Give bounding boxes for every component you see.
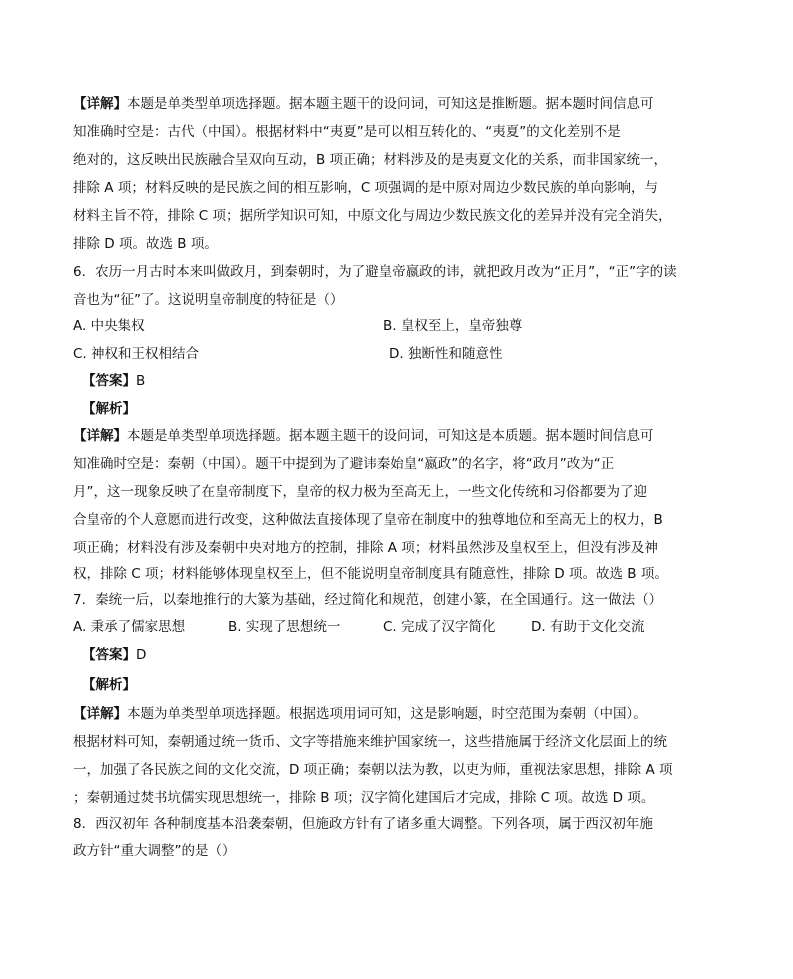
q6-answer: 【答案】B <box>82 373 146 389</box>
q6-option-a: A. 中央集权 <box>73 318 145 334</box>
q5-explanation-line: 【详解】本题是单类型单项选择题。据本题主题干的设问词，可知这是推断题。据本题时间信息可 <box>73 96 654 112</box>
q6-option-b: B. 皇权至上，皇帝独尊 <box>383 318 523 334</box>
q8-stem-line: 政方针“重大调整”的是（） <box>73 843 236 859</box>
q7-option-b: B. 实现了思想统一 <box>228 619 341 635</box>
q6-analysis-label: 【解析】 <box>82 401 136 417</box>
q6-stem-line: 音也为“征”了。这说明皇帝制度的特征是（） <box>73 292 344 308</box>
q7-explanation-line: 一，加强了各民族之间的文化交流，D 项正确；秦朝以法为教，以吏为师，重视法家思想，排除 A 项 <box>73 762 673 778</box>
q7-answer: 【答案】D <box>82 647 147 663</box>
q6-explanation-line: 项正确；材料没有涉及秦朝中央对地方的控制，排除 A 项；材料虽然涉及皇权至上，但没有涉及神 <box>73 540 658 556</box>
q5-explanation-line: 排除 D 项。故选 B 项。 <box>73 236 218 252</box>
q6-explanation-line: 月”，这一现象反映了在皇帝制度下，皇帝的权力极为至高无上，一些文化传统和习俗都要为了迎 <box>73 484 647 500</box>
q5-explanation-line: 知准确时空是：古代（中国）。根据材料中“夷夏”是可以相互转化的、“夷夏”的文化差别不是 <box>73 124 621 140</box>
q7-option-a: A. 秉承了儒家思想 <box>73 619 186 635</box>
q5-explanation-line: 材料主旨不符，排除 C 项；据所学知识可知，中原文化与周边少数民族文化的差异并没有完全消失， <box>73 208 672 224</box>
q8-stem-line: 8．西汉初年 各种制度基本沿袭秦朝，但施政方针有了诸多重大调整。下列各项，属于西汉初年施 <box>73 816 653 832</box>
q7-explanation-line: ；秦朝通过焚书坑儒实现思想统一，排除 B 项；汉字简化建国后才完成，排除 C 项。故选 D 项。 <box>73 790 655 806</box>
q6-option-c: C. 神权和王权相结合 <box>73 346 200 362</box>
q7-explanation-line: 根据材料可知，秦朝通过统一货币、文字等措施来维护国家统一，这些措施属于经济文化层面上的统 <box>73 734 667 750</box>
q6-explanation-line: 合皇帝的个人意愿而进行改变，这种做法直接体现了皇帝在制度中的独尊地位和至高无上的权力，B <box>73 512 663 528</box>
q6-option-d: D. 独断性和随意性 <box>389 346 503 362</box>
q6-explanation-line: 权，排除 C 项；材料能够体现皇权至上，但不能说明皇帝制度具有随意性，排除 D 项。故选 B 项。 <box>73 566 668 582</box>
q6-stem-line: 6．农历一月古时本来叫做政月，到秦朝时，为了避皇帝嬴政的讳，就把政月改为“正月”，“正”字的读 <box>73 264 677 280</box>
q7-option-c: C. 完成了汉字简化 <box>383 619 496 635</box>
q7-stem: 7．秦统一后，以秦地推行的大篆为基础，经过简化和规范，创建小篆，在全国通行。这一做法（） <box>73 592 663 608</box>
q6-explanation-line: 知准确时空是：秦朝（中国）。题干中提到为了避讳秦始皇“嬴政”的名字，将“政月”改为“正 <box>73 456 615 472</box>
q5-explanation-line: 排除 A 项；材料反映的是民族之间的相互影响，C 项强调的是中原对周边少数民族的单向影响，与 <box>73 180 659 196</box>
q7-analysis-label: 【解析】 <box>82 677 136 693</box>
q5-explanation-line: 绝对的，这反映出民族融合呈双向互动，B 项正确；材料涉及的是夷夏文化的关系，而非国家统一， <box>73 152 668 168</box>
q6-explanation-line: 【详解】本题是单类型单项选择题。据本题主题干的设问词，可知这是本质题。据本题时间信息可 <box>73 428 654 444</box>
q7-option-d: D. 有助于文化交流 <box>531 619 645 635</box>
q7-explanation-line: 【详解】本题为单类型单项选择题。根据选项用词可知，这是影响题，时空范围为秦朝（中国）。 <box>73 706 647 722</box>
